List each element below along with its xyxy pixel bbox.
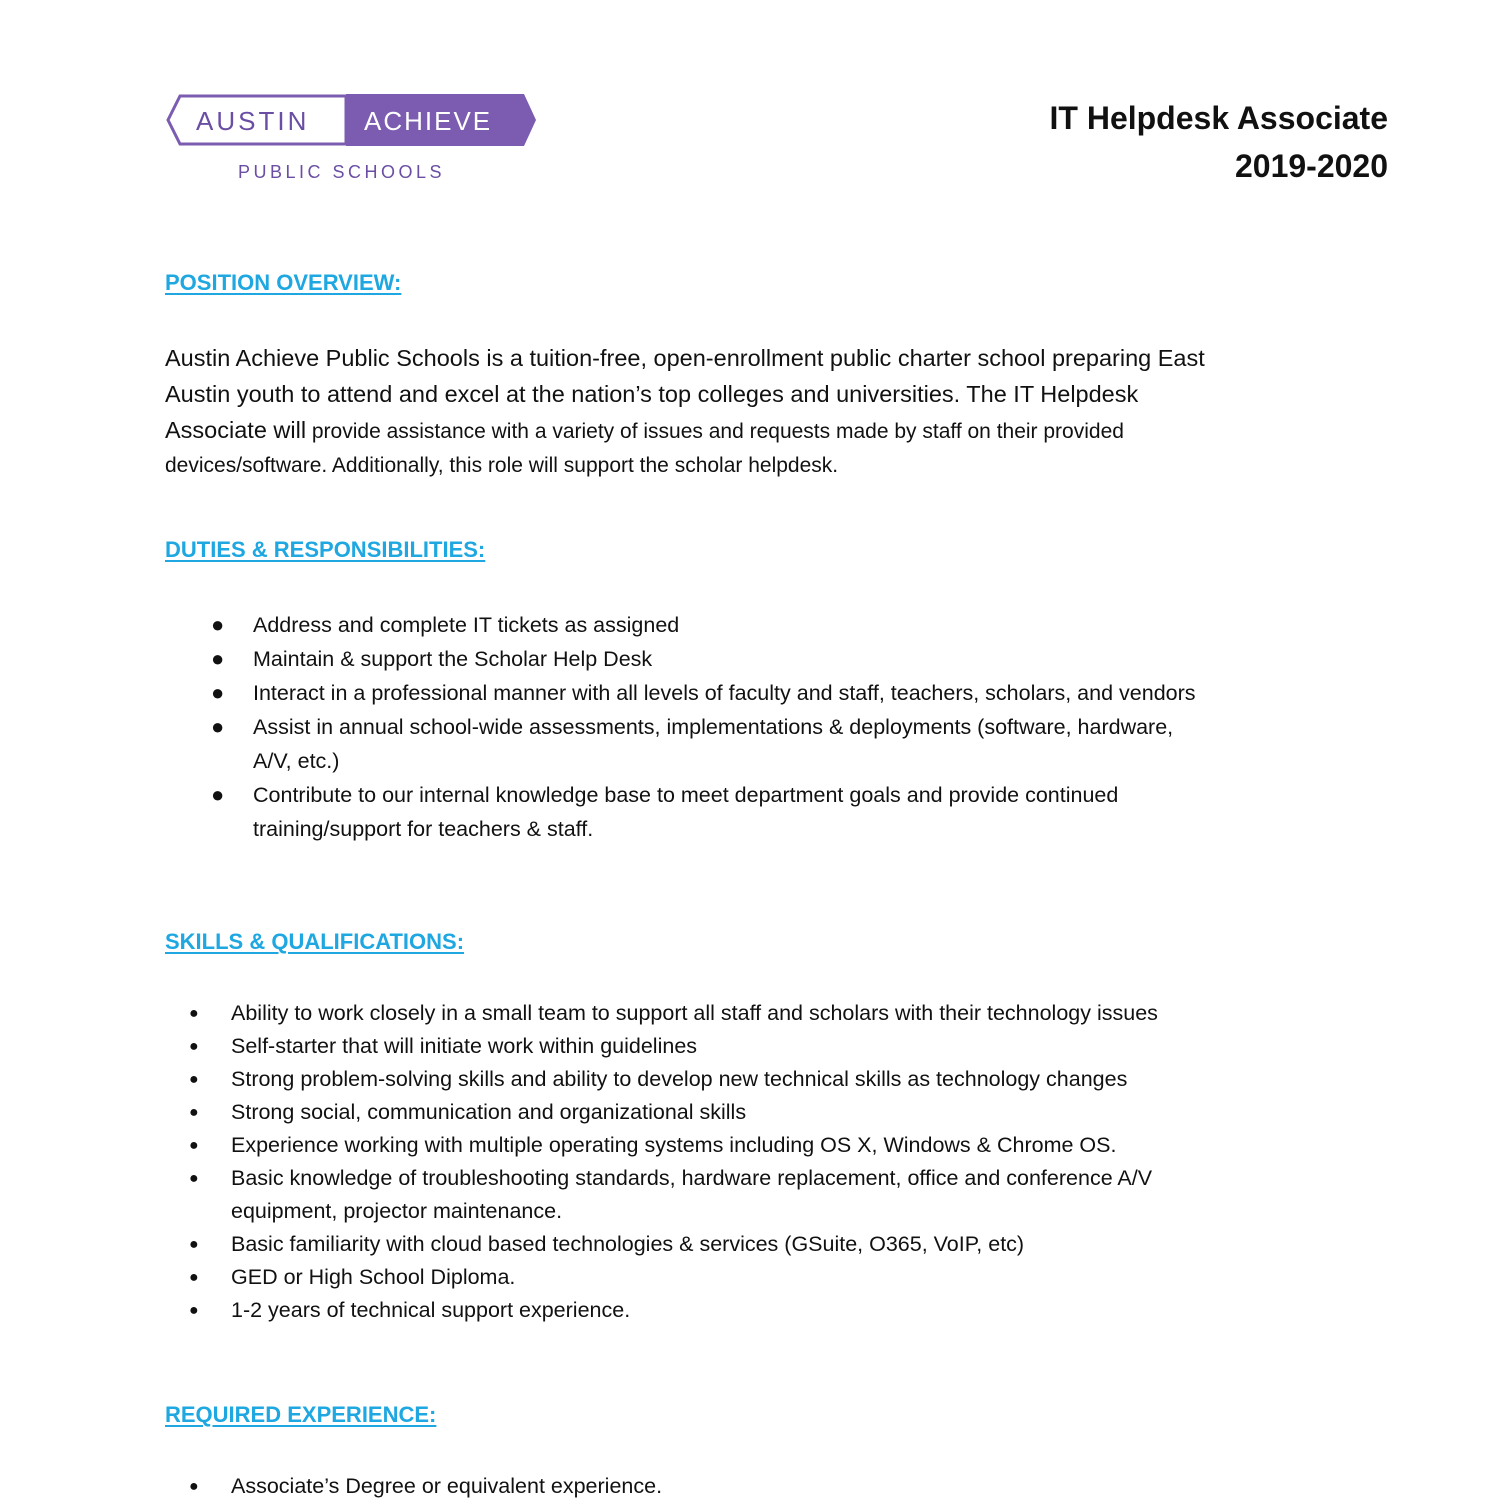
list-item-text: GED or High School Diploma.: [231, 1265, 516, 1289]
list-item: [211, 676, 1196, 710]
list-item-text: Address and complete IT tickets as assigned: [253, 613, 680, 637]
bullet-icon: ●: [189, 1269, 199, 1286]
austin-achieve-logo: [166, 92, 538, 184]
list-item: [189, 1030, 1158, 1063]
list-item: [189, 1096, 1158, 1129]
position-overview-heading: POSITION OVERVIEW:: [165, 270, 402, 295]
list-item-text: Strong problem-solving skills and ability to develop new technical skills as technology changes: [231, 1067, 1128, 1091]
list-item-text: A/V, etc.): [253, 749, 340, 773]
overview-line: devices/software. Additionally, this role will support the scholar helpdesk.: [165, 454, 839, 477]
bullet-icon: ●: [211, 680, 225, 705]
position-overview-text: [165, 340, 1405, 484]
skills-list: [189, 997, 1158, 1327]
svg-text:ACHIEVE: ACHIEVE: [364, 106, 493, 136]
required-experience-heading: REQUIRED EXPERIENCE:: [165, 1402, 437, 1427]
school-year: 2019-2020: [1234, 148, 1388, 184]
list-item-text: Contribute to our internal knowledge base to meet department goals and provide continued: [253, 783, 1119, 807]
list-item: [211, 778, 1196, 846]
svg-text:AUSTIN: AUSTIN: [196, 106, 310, 136]
bullet-icon: ●: [211, 646, 225, 671]
bullet-icon: ●: [189, 1236, 199, 1253]
list-item: [211, 710, 1196, 778]
overview-line: Austin youth to attend and excel at the nation’s top colleges and universities. The IT Helpdesk: [165, 381, 1139, 407]
svg-text:PUBLIC SCHOOLS: PUBLIC SCHOOLS: [238, 162, 446, 182]
list-item-text: Ability to work closely in a small team to support all staff and scholars with their technology issues: [231, 1001, 1158, 1025]
bullet-icon: ●: [189, 1038, 199, 1055]
list-item-text: training/support for teachers & staff.: [253, 817, 594, 841]
skills-heading: SKILLS & QUALIFICATIONS:: [165, 929, 465, 954]
list-item: [189, 1261, 1158, 1294]
list-item-text: Experience working with multiple operating systems including OS X, Windows & Chrome OS.: [231, 1133, 1117, 1157]
list-item: [189, 997, 1158, 1030]
bullet-icon: ●: [189, 1137, 199, 1154]
list-item-text: Assist in annual school-wide assessments, implementations & deployments (software, hardware,: [253, 715, 1174, 739]
list-item-text: Associate’s Degree or equivalent experience.: [231, 1474, 663, 1498]
required-list: [189, 1470, 663, 1503]
list-item: [189, 1470, 663, 1503]
list-item: [189, 1162, 1158, 1228]
list-item: [189, 1129, 1158, 1162]
job-title: IT Helpdesk Associate: [1049, 100, 1388, 136]
list-item-text: equipment, projector maintenance.: [231, 1199, 563, 1223]
overview-line: Associate will provide assistance with a variety of issues and requests made by staff on their provided: [165, 417, 1124, 443]
list-item-text: Maintain & support the Scholar Help Desk: [253, 647, 653, 671]
duties-heading: DUTIES & RESPONSIBILITIES:: [165, 537, 486, 562]
list-item: [211, 608, 1196, 642]
bullet-icon: ●: [189, 1104, 199, 1121]
list-item-text: Interact in a professional manner with all levels of faculty and staff, teachers, scholars, and vendors: [253, 681, 1196, 705]
list-item-text: Self-starter that will initiate work within guidelines: [231, 1034, 698, 1058]
bullet-icon: ●: [211, 782, 225, 807]
list-item: [211, 642, 1196, 676]
bullet-icon: ●: [189, 1170, 199, 1187]
list-item: [189, 1294, 1158, 1327]
bullet-icon: ●: [211, 714, 225, 739]
list-item: [189, 1228, 1158, 1261]
bullet-icon: ●: [189, 1302, 199, 1319]
list-item-text: Strong social, communication and organizational skills: [231, 1100, 747, 1124]
overview-line: Austin Achieve Public Schools is a tuition-free, open-enrollment public charter school preparing East: [165, 345, 1205, 371]
list-item-text: 1-2 years of technical support experience.: [231, 1298, 631, 1322]
list-item-text: Basic familiarity with cloud based technologies & services (GSuite, O365, VoIP, etc): [231, 1232, 1025, 1256]
bullet-icon: ●: [189, 1005, 199, 1022]
bullet-icon: ●: [189, 1071, 199, 1088]
list-item-text: Basic knowledge of troubleshooting standards, hardware replacement, office and conference A/V: [231, 1166, 1153, 1190]
document-title: [1050, 94, 1389, 190]
list-item: [189, 1063, 1158, 1096]
bullet-icon: ●: [211, 612, 225, 637]
bullet-icon: ●: [189, 1478, 199, 1495]
duties-list: [211, 608, 1196, 846]
